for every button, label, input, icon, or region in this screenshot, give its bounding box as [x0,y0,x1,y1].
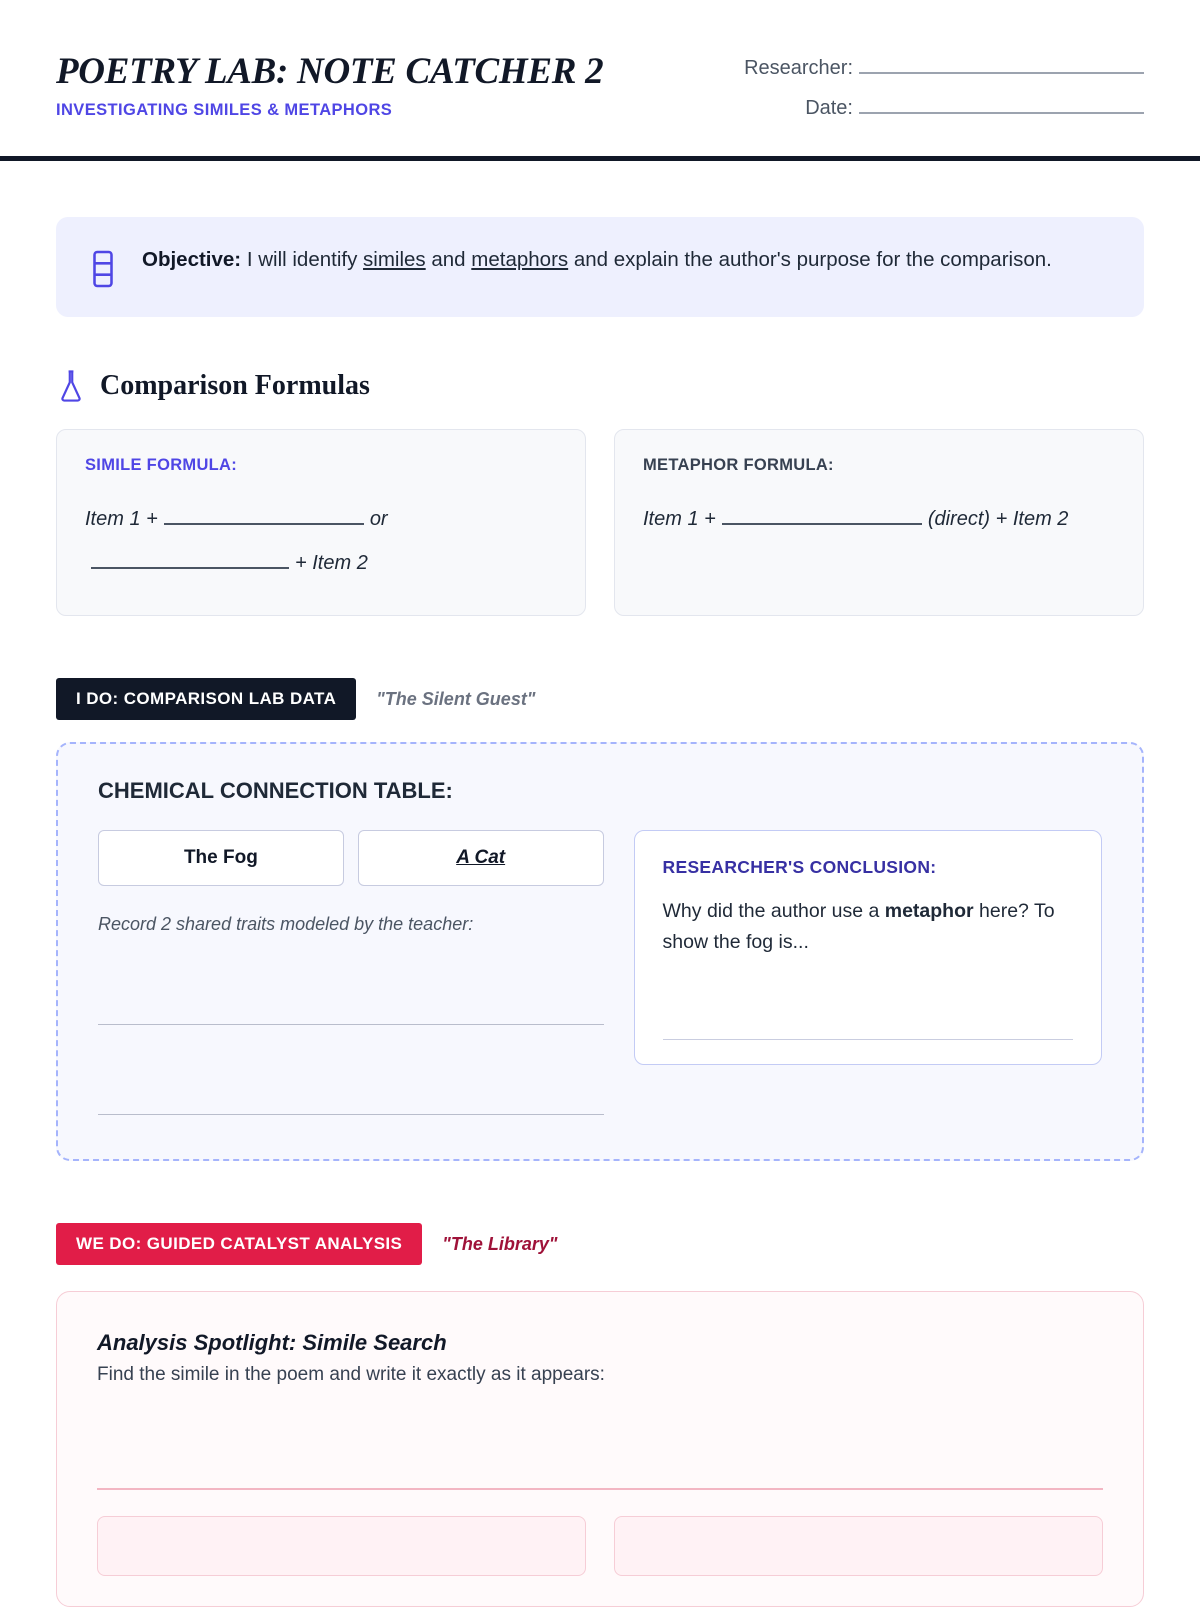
metaphor-blank-1[interactable] [722,507,922,525]
trait-line-1[interactable] [98,967,604,1025]
objective-word-metaphors: metaphors [471,248,569,271]
objective-text-1: I will identify [241,248,364,271]
researcher-input-line[interactable] [859,54,1144,74]
connection-left-column [98,830,604,1115]
tab-we-do[interactable]: WE DO: GUIDED CATALYST ANALYSIS [56,1223,422,1265]
page-subtitle: INVESTIGATING SIMILES & METAPHORS [56,101,393,119]
chip-a-cat[interactable]: A Cat [358,830,604,886]
beaker-icon [86,249,120,289]
conclusion-bold-word: metaphor [884,900,974,922]
connection-table-title: CHEMICAL CONNECTION TABLE: [98,778,453,803]
date-label: Date: [805,97,853,119]
researcher-label: Researcher: [744,57,853,79]
title-block [56,44,603,120]
i-do-panel [56,742,1144,1161]
objective-word-similes: similes [363,248,426,271]
i-do-tab-row [56,678,1144,720]
we-do-poem-note: "The Library" [442,1233,558,1254]
metaphor-prefix: Item 1 + [643,508,716,530]
section-title: Comparison Formulas [100,370,370,401]
conclusion-text-2: here? To show the fog is... [662,900,1055,954]
we-do-tab-row [56,1223,1144,1265]
researcher-conclusion-card [634,830,1102,1065]
document-header [0,0,1200,161]
meta-block [744,44,1144,134]
conclusion-text-1: Why did the author use a [662,900,885,922]
we-do-box-left[interactable] [97,1516,586,1576]
simile-answer-line[interactable] [97,1412,1103,1490]
metaphor-suffix: (direct) + Item 2 [927,508,1069,530]
conclusion-answer-line[interactable] [663,968,1073,1040]
simile-or: or [369,508,388,530]
connection-table-grid [98,830,1102,1115]
objective-text [142,245,1052,276]
trait-line-2[interactable] [98,1057,604,1115]
chip-the-fog[interactable]: The Fog [98,830,344,886]
we-do-box-right[interactable] [614,1516,1103,1576]
date-input-line[interactable] [859,94,1144,114]
chip-row [98,830,604,886]
i-do-poem-note: "The Silent Guest" [376,688,536,709]
spotlight-title: Analysis Spotlight: Simile Search [97,1330,447,1355]
metaphor-formula-body [643,497,1115,541]
objective-text-3: and explain the author's purpose for the comparison. [568,248,1052,271]
date-row [744,94,1144,120]
formulas-section-heading [56,369,1144,403]
objective-text-2: and [425,248,472,271]
simile-formula-label: SIMILE FORMULA: [85,456,238,474]
simile-formula-body [85,497,557,585]
simile-blank-2[interactable] [91,551,289,569]
metaphor-formula-label: METAPHOR FORMULA: [643,456,834,474]
researcher-row [744,54,1144,80]
formula-cards [56,429,1144,616]
conclusion-label: RESEARCHER'S CONCLUSION: [662,857,937,877]
simile-formula-card [56,429,586,616]
tab-i-do[interactable]: I DO: COMPARISON LAB DATA [56,678,356,720]
objective-callout [56,217,1144,317]
page-title: POETRY LAB: NOTE CATCHER 2 [56,51,604,92]
simile-blank-1[interactable] [164,507,364,525]
metaphor-formula-card [614,429,1144,616]
simile-prefix: Item 1 + [85,508,158,530]
we-do-bottom-boxes [97,1516,1103,1576]
spotlight-instruction: Find the simile in the poem and write it exactly as it appears: [97,1364,605,1385]
flask-icon [56,369,86,403]
simile-suffix: + Item 2 [295,552,368,574]
objective-label: Objective: [142,248,242,271]
conclusion-prompt [663,896,1073,958]
we-do-panel [56,1291,1144,1607]
shared-traits-hint: Record 2 shared traits modeled by the teacher: [98,914,474,934]
